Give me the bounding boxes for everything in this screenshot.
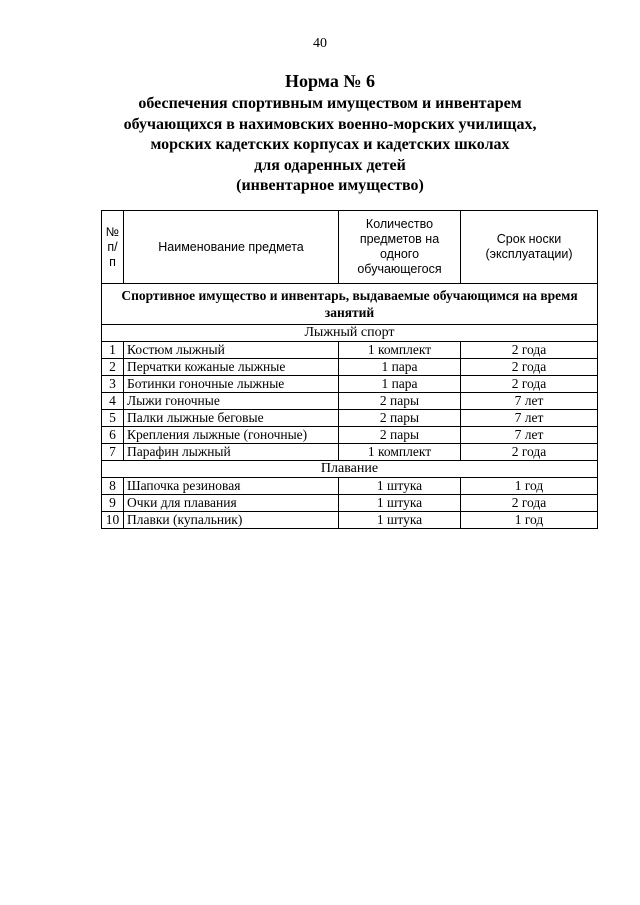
row-number: 5 bbox=[102, 410, 124, 427]
item-quantity: 1 штука bbox=[339, 495, 461, 512]
page-number: 40 bbox=[313, 36, 327, 51]
item-name: Лыжи гоночные bbox=[124, 393, 339, 410]
section-row bbox=[102, 325, 598, 342]
row-number: 1 bbox=[102, 342, 124, 359]
table-row bbox=[102, 444, 598, 461]
title-line: (инвентарное имущество) bbox=[236, 177, 424, 194]
item-term: 2 года bbox=[461, 359, 598, 376]
table-row bbox=[102, 410, 598, 427]
item-term: 7 лет bbox=[461, 393, 598, 410]
item-name: Ботинки гоночные лыжные bbox=[124, 376, 339, 393]
header-term: Срок носки (эксплуатации) bbox=[461, 211, 598, 284]
title-line: обучающихся в нахимовских военно-морских училищах, bbox=[123, 115, 537, 133]
item-term: 2 года bbox=[461, 376, 598, 393]
group-header-row bbox=[102, 284, 598, 325]
table-row bbox=[102, 512, 598, 529]
title-line: обеспечения спортивным имуществом и инвентарем bbox=[138, 95, 522, 112]
item-name: Перчатки кожаные лыжные bbox=[124, 359, 339, 376]
norm-number: Норма № 6 bbox=[285, 71, 375, 91]
table-row bbox=[102, 427, 598, 444]
item-quantity: 1 пара bbox=[339, 359, 461, 376]
header-num: № п/п bbox=[102, 211, 124, 284]
table-body bbox=[102, 284, 598, 529]
row-number: 8 bbox=[102, 478, 124, 495]
item-quantity: 1 комплект bbox=[339, 444, 461, 461]
item-term: 2 года bbox=[461, 495, 598, 512]
row-number: 2 bbox=[102, 359, 124, 376]
table-row bbox=[102, 495, 598, 512]
section-title: Лыжный спорт bbox=[102, 325, 598, 342]
header-qty: Количество предметов на одного обучающегося bbox=[339, 211, 461, 284]
norm-table bbox=[101, 210, 598, 529]
item-name: Очки для плавания bbox=[124, 495, 339, 512]
item-quantity: 1 штука bbox=[339, 478, 461, 495]
table-row bbox=[102, 342, 598, 359]
item-name: Шапочка резиновая bbox=[124, 478, 339, 495]
group-title: Спортивное имущество и инвентарь, выдаваемые обучающимся на время занятий bbox=[102, 284, 598, 325]
table-row bbox=[102, 478, 598, 495]
item-quantity: 1 комплект bbox=[339, 342, 461, 359]
row-number: 6 bbox=[102, 427, 124, 444]
item-name: Крепления лыжные (гоночные) bbox=[124, 427, 339, 444]
section-title: Плавание bbox=[102, 461, 598, 478]
row-number: 10 bbox=[102, 512, 124, 529]
item-name: Палки лыжные беговые bbox=[124, 410, 339, 427]
table-row bbox=[102, 393, 598, 410]
item-term: 7 лет bbox=[461, 410, 598, 427]
row-number: 9 bbox=[102, 495, 124, 512]
title-line: морских кадетских корпусах и кадетских школах bbox=[150, 136, 510, 153]
item-term: 7 лет bbox=[461, 427, 598, 444]
item-quantity: 1 пара bbox=[339, 376, 461, 393]
item-quantity: 2 пары bbox=[339, 410, 461, 427]
item-name: Плавки (купальник) bbox=[124, 512, 339, 529]
table-header-row bbox=[102, 211, 598, 284]
item-term: 1 год bbox=[461, 478, 598, 495]
item-quantity: 2 пары bbox=[339, 427, 461, 444]
row-number: 7 bbox=[102, 444, 124, 461]
item-term: 2 года bbox=[461, 444, 598, 461]
header-name: Наименование предмета bbox=[124, 211, 339, 284]
row-number: 3 bbox=[102, 376, 124, 393]
item-term: 1 год bbox=[461, 512, 598, 529]
item-quantity: 2 пары bbox=[339, 393, 461, 410]
item-term: 2 года bbox=[461, 342, 598, 359]
title-line: для одаренных детей bbox=[254, 156, 406, 174]
table-row bbox=[102, 359, 598, 376]
document-title bbox=[60, 70, 600, 197]
section-row bbox=[102, 461, 598, 478]
row-number: 4 bbox=[102, 393, 124, 410]
item-quantity: 1 штука bbox=[339, 512, 461, 529]
item-name: Костюм лыжный bbox=[124, 342, 339, 359]
table-row bbox=[102, 376, 598, 393]
item-name: Парафин лыжный bbox=[124, 444, 339, 461]
